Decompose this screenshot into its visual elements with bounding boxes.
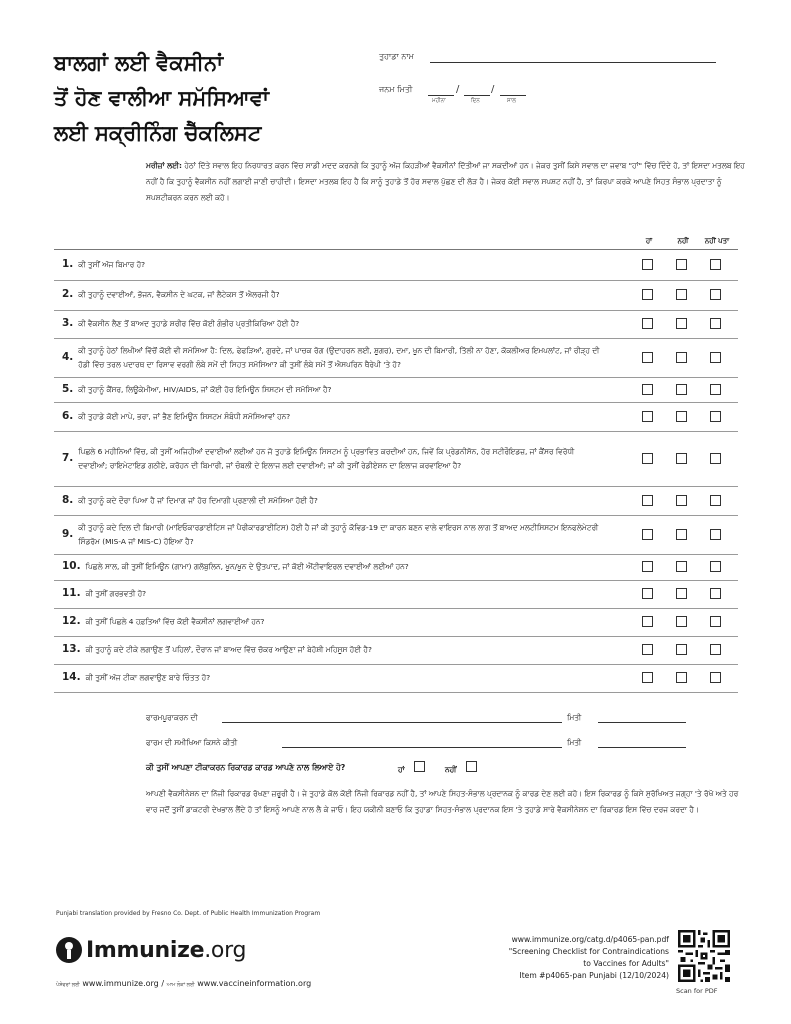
record-card-question: ਕੀ ਤੁਸੀਂ ਆਪਣਾ ਟੀਕਾਕਰਨ ਰਿਕਾਰਡ ਕਾਰਡ ਆਪਣੇ ਨਾਲ ਲਿਆਏ ਹੋ? (146, 763, 346, 772)
qr-caption: Scan for PDF (676, 987, 718, 995)
public-caption: ਆਮ ਲੋਕਾਂ ਲਈ (166, 982, 195, 988)
question-text: ਕੀ ਤੁਹਾਨੂੰ ਹੇਠਾਂ ਲਿਖੀਆਂ ਵਿੱਚੋਂ ਕੋਈ ਵੀ ਸਮੱਸਿਆ ਹੈ: ਦਿਲ, ਫੇਫੜਿਆਂ, ਗੁਰਦੇ, ਜਾਂ ਪਾਚਕ ਰੋਗ (ਉਦਾਹਰਨ ਲਈ, ਸ਼ੂਗਰ), ਦਮਾ, ਖੂਨ ਦੀ ਬਿਮਾਰੀ, ਤਿੱਲੀ ਨਾ ਹੋਣਾ, ਕੋਕਲੀਅਰ ਇਮਪਲਾਂਟ, ਜਾਂ ਰੀੜ੍ਹ ਦੀ ਹੱਡੀ ਵਿੱਚ ਤਰਲ ਪਦਾਰਥ ਦਾ ਰਿਸਾਵ ਵਰਗੀ ਲੰਬੇ ਸਮੇਂ ਦੀ ਸਿਹਤ ਸਮੱਸਿਆ? ਕੀ ਤੁਸੀਂ ਲੰਬੇ ਸਮੇਂ ਤੋਂ ਐਸਪਰਿਨ ਥੈਰੇਪੀ 'ਤੇ ਹੋ? (78, 346, 600, 369)
checkbox-q7-yes[interactable] (642, 453, 653, 464)
checkbox-q10-unknown[interactable] (710, 561, 721, 572)
question-text: ਕੀ ਤੁਹਾਨੂੰ ਕਦੇ ਦੌਰਾ ਪਿਆ ਹੈ ਜਾਂ ਦਿਮਾਗ ਜਾਂ ਹੋਰ ਦਿਮਾਗੀ ਪ੍ਰਣਾਲੀ ਦੀ ਸਮੱਸਿਆ ਹੋਈ ਹੈ? (78, 495, 318, 505)
record-card-no-checkbox[interactable] (466, 761, 477, 772)
immunize-link[interactable]: www.immunize.org (82, 979, 159, 988)
question-text: ਕੀ ਤੁਹਾਨੂੰ ਕਦੇ ਟੀਕੇ ਲਗਾਉਣ ਤੋਂ ਪਹਿਲਾਂ, ਦੌਰਾਨ ਜਾਂ ਬਾਅਦ ਵਿੱਚ ਚੱਕਰ ਆਉਣਾ ਜਾਂ ਬੇਹੋਸ਼ੀ ਮਹਿਸੂਸ ਹੋਈ ਹੈ? (85, 645, 372, 655)
question-text-container (62, 250, 602, 280)
column-yes: ਹਾਂ (645, 237, 653, 245)
question-row-14 (54, 664, 738, 693)
checkbox-q9-yes[interactable] (642, 529, 653, 540)
question-text-container (62, 338, 602, 377)
checkbox-q12-unknown[interactable] (710, 616, 721, 627)
checkbox-q11-yes[interactable] (642, 588, 653, 599)
checkbox-q3-unknown[interactable] (710, 318, 721, 329)
question-number: 13. (62, 643, 81, 656)
checkbox-q2-no[interactable] (676, 289, 687, 300)
checkbox-q13-no[interactable] (676, 644, 687, 655)
question-text: ਪਿਛਲੇ ਸਾਲ, ਕੀ ਤੁਸੀਂ ਇਮਿਊਨ (ਗਾਮਾ) ਗਲੋਬੁਲਿਨ, ਖੂਨ/ਖੂਨ ਦੇ ਉਤਪਾਦ, ਜਾਂ ਕੋਈ ਐਂਟੀਵਾਇਰਲ ਦਵਾਈਆਂ ਲਈਆਂ ਹਨ? (85, 562, 409, 572)
footer-links (56, 979, 311, 988)
checkbox-q6-yes[interactable] (642, 411, 653, 422)
question-row-5 (54, 377, 738, 403)
record-card-no-label: ਨਹੀਂ (445, 765, 457, 774)
checkbox-q11-unknown[interactable] (710, 588, 721, 599)
question-number: 4. (62, 350, 74, 363)
name-field[interactable] (430, 62, 716, 63)
doc-title-line-2: to Vaccines for Adults" (583, 959, 669, 968)
dob-separator-1: / (456, 84, 460, 95)
checkbox-q11-no[interactable] (676, 588, 687, 599)
checkbox-q8-no[interactable] (676, 495, 687, 506)
day-caption: ਦਿਨ (471, 98, 480, 104)
question-text-container (62, 664, 602, 692)
question-text: ਕੀ ਤੁਸੀਂ ਅੱਜ ਟੀਕਾ ਲਗਵਾਉਣ ਬਾਰੇ ਚਿੰਤਤ ਹੋ? (85, 673, 211, 683)
question-number: 11. (62, 587, 81, 600)
completed-by-field[interactable] (222, 722, 562, 723)
checkbox-q4-no[interactable] (676, 352, 687, 363)
name-label: ਤੁਹਾਡਾ ਨਾਮ (379, 52, 414, 61)
checkbox-q9-no[interactable] (676, 529, 687, 540)
question-number: 10. (62, 560, 81, 573)
question-text-container (62, 608, 602, 636)
question-text: ਪਿਛਲੇ 6 ਮਹੀਨਿਆਂ ਵਿੱਚ, ਕੀ ਤੁਸੀਂ ਅਜਿਹੀਆਂ ਦਵਾਈਆਂ ਲਈਆਂ ਹਨ ਜੋ ਤੁਹਾਡੇ ਇਮਿਊਨ ਸਿਸਟਮ ਨੂੰ ਪ੍ਰਭਾਵਿਤ ਕਰਦੀਆਂ ਹਨ, ਜਿਵੇਂ ਕਿ ਪ੍ਰੇਡਨੀਸੋਨ, ਹੋਰ ਸਟੀਰੌਇਡਜ਼, ਜਾਂ ਕੈਂਸਰ ਵਿਰੋਧੀ ਦਵਾਈਆਂ; ਰਾਇਮੇਟਾਇਡ ਗਠੀਏ, ਕਰੋਹਨ ਦੀ ਬਿਮਾਰੀ, ਜਾਂ ਚੰਬਲੀ ਦੇ ਇਲਾਜ ਲਈ ਦਵਾਈਆਂ; ਜਾਂ ਕੀ ਤੁਸੀਂ ਰੇਡੀਏਸ਼ਨ ਦਾ ਇਲਾਜ ਕਰਵਾਇਆ ਹੈ? (78, 447, 575, 470)
question-text-container (62, 486, 602, 515)
reviewed-date-label: ਮਿਤੀ (567, 738, 582, 747)
question-row-7 (54, 431, 738, 487)
checkbox-q10-no[interactable] (676, 561, 687, 572)
dob-day-field[interactable] (464, 95, 490, 96)
question-number: 9. (62, 527, 74, 540)
checkbox-q14-no[interactable] (676, 672, 687, 683)
link-separator: / (161, 979, 165, 988)
checkbox-q9-unknown[interactable] (710, 529, 721, 540)
checkbox-q14-unknown[interactable] (710, 672, 721, 683)
reviewed-by-label: ਫਾਰਮ ਦੀ ਸਮੀਖਿਆ ਕਿਸਨੇ ਕੀਤੀ (146, 738, 238, 747)
question-text: ਕੀ ਵੈਕਸੀਨ ਲੈਣ ਤੋਂ ਬਾਅਦ ਤੁਹਾਡੇ ਸ਼ਰੀਰ ਵਿੱਚ ਕੋਈ ਗੰਭੀਰ ਪ੍ਰਤੀਕਿਰਿਆ ਹੋਈ ਹੈ? (78, 319, 300, 329)
question-text-container (62, 636, 602, 664)
column-no: ਨਹੀਂ (677, 237, 689, 245)
question-text: ਕੀ ਤੁਹਾਨੂੰ ਕੈਂਸਰ, ਲਿਊਕੇਮੀਆ, HIV/AIDS, ਜਾਂ ਕੋਈ ਹੋਰ ਇਮਿਊਨ ਸਿਸਟਮ ਦੀ ਸਮੱਸਿਆ ਹੈ? (78, 384, 332, 394)
checkbox-q13-yes[interactable] (642, 644, 653, 655)
question-text: ਕੀ ਤੁਸੀਂ ਅੱਜ ਬਿਮਾਰ ਹੋ? (78, 260, 146, 270)
question-text: ਕੀ ਤੁਸੀਂ ਪਿਛਲੇ 4 ਹਫ਼ਤਿਆਂ ਵਿੱਚ ਕੋਈ ਵੈਕਸੀਨਾਂ ਲਗਵਾਈਆਂ ਹਨ? (85, 617, 265, 627)
record-card-yes-checkbox[interactable] (414, 761, 425, 772)
question-row-2 (54, 280, 738, 311)
immunize-logo-icon (56, 937, 82, 963)
question-text-container (62, 310, 602, 338)
checkbox-q8-yes[interactable] (642, 495, 653, 506)
title-line-2: ਤੋਂ ਹੋਣ ਵਾਲੀਆ ਸਮੱਸਿਆਵਾਂ (54, 86, 269, 110)
question-text-container (62, 402, 602, 431)
checkbox-q6-no[interactable] (676, 411, 687, 422)
question-number: 6. (62, 409, 74, 422)
vaccineinformation-link[interactable]: www.vaccineinformation.org (197, 979, 312, 988)
reviewed-by-field[interactable] (282, 747, 562, 748)
immunize-logo (56, 937, 246, 963)
question-number: 8. (62, 493, 74, 506)
question-text-container (62, 515, 602, 554)
year-caption: ਸਾਲ (507, 98, 516, 104)
qr-code-icon[interactable] (678, 930, 730, 982)
checkbox-q13-unknown[interactable] (710, 644, 721, 655)
checkbox-q12-yes[interactable] (642, 616, 653, 627)
intro-text: ਹੇਠਾਂ ਦਿੱਤੇ ਸਵਾਲ ਇਹ ਨਿਰਧਾਰਤ ਕਰਨ ਵਿੱਚ ਸਾਡੀ ਮਦਦ ਕਰਨਗੇ ਕਿ ਤੁਹਾਨੂੰ ਅੱਜ ਕਿਹੜੀਆਂ ਵੈਕਸੀਨਾਂ ਦਿੱਤੀਆਂ ਜਾ ਸਕਦੀਆਂ ਹਨ। ਜੇਕਰ ਤੁਸੀਂ ਕਿਸੇ ਸਵਾਲ ਦਾ ਜਵਾਬ "ਹਾਂ" ਵਿੱਚ ਦਿੰਦੇ ਹੋ, ਤਾਂ ਇਸਦਾ ਮਤਲਬ ਇਹ ਨਹੀਂ ਹੈ ਕਿ ਤੁਹਾਨੂੰ ਵੈਕਸੀਨ ਨਹੀਂ ਲਗਾਈ ਜਾਣੀ ਚਾਹੀਦੀ। ਇਸਦਾ ਮਤਲਬ ਇਹ ਹੈ ਕਿ ਸਾਨੂੰ ਤੁਹਾਡੇ ਤੋਂ ਹੋਰ ਸਵਾਲ ਪੁੱਛਣ ਦੀ ਲੋੜ ਹੈ। ਜੇਕਰ ਕੋਈ ਸਵਾਲ ਸਪਸ਼ਟ ਨਹੀਂ ਹੈ, ਤਾਂ ਕਿਰਪਾ ਕਰਕੇ ਆਪਣੇ ਸਿਹਤ ਸੰਭਾਲ ਪ੍ਰਦਾਤਾ ਨੂੰ ਸਪਸ਼ਟੀਕਰਨ ਕਰਨ ਲਈ ਕਹੋ। (146, 161, 745, 202)
intro-lead: ਮਰੀਜ਼ਾਂ ਲਈ: (146, 161, 182, 170)
question-row-13 (54, 636, 738, 665)
checkbox-q2-yes[interactable] (642, 289, 653, 300)
record-keeping-paragraph: ਆਪਣੀ ਵੈਕਸੀਨੇਸ਼ਨ ਦਾ ਨਿੱਜੀ ਰਿਕਾਰਡ ਰੱਖਣਾ ਜ਼ਰੂਰੀ ਹੈ। ਜੇ ਤੁਹਾਡੇ ਕੋਲ ਕੋਈ ਨਿੱਜੀ ਰਿਕਾਰਡ ਨਹੀਂ ਹੈ, ਤਾਂ ਆਪਣੇ ਸਿਹਤ-ਸੰਭਾਲ ਪ੍ਰਦਾਨਕ ਨੂੰ ਕਾਰਡ ਦੇਣ ਲਈ ਕਹੋ। ਇਸ ਰਿਕਾਰਡ ਨੂੰ ਕਿਸੇ ਸੁਰੱਖਿਅਤ ਜਗ੍ਹਾ 'ਤੇ ਰੱਖੋ ਅਤੇ ਹਰ ਵਾਰ ਜਦੋਂ ਤੁਸੀਂ ਡਾਕਟਰੀ ਦੇਖਭਾਲ ਲੈਂਦੇ ਹੋ ਤਾਂ ਇਸਨੂੰ ਆਪਣੇ ਨਾਲ ਲੈ ਕੇ ਜਾਓ। ਇਹ ਯਕੀਨੀ ਬਣਾਓ ਕਿ ਤੁਹਾਡਾ ਸਿਹਤ-ਸੰਭਾਲ ਪ੍ਰਦਾਨਕ ਇਸ 'ਤੇ ਤੁਹਾਡੇ ਸਾਰੇ ਵੈਕਸੀਨੇਸ਼ਨ ਦਾ ਰਿਕਾਰਡ ਇਸ ਵਿੱਚ ਦਰਜ ਕਰਦਾ ਹੈ। (146, 789, 739, 814)
question-row-8 (54, 486, 738, 516)
dob-year-field[interactable] (500, 95, 526, 96)
title-line-3: ਲਈ ਸਕ੍ਰੀਨਿੰਗ ਚੈੱਕਲਿਸਟ (54, 121, 262, 145)
checkbox-q5-unknown[interactable] (710, 384, 721, 395)
dob-month-field[interactable] (428, 95, 454, 96)
doc-title-line-1: "Screening Checklist for Contraindications (508, 947, 669, 956)
checkbox-q4-unknown[interactable] (710, 352, 721, 363)
question-text: ਕੀ ਤੁਸੀਂ ਗਰਭਵਤੀ ਹੋ? (85, 589, 147, 599)
checkbox-q2-unknown[interactable] (710, 289, 721, 300)
question-row-3 (54, 310, 738, 339)
question-text-container (62, 431, 602, 486)
logo-main: Immunize (86, 937, 205, 963)
checkbox-q7-no[interactable] (676, 453, 687, 464)
question-number: 2. (62, 288, 74, 301)
item-info (509, 934, 669, 982)
title-line-1: ਬਾਲਗਾਂ ਲਈ ਵੈਕਸੀਨਾਂ (54, 51, 224, 75)
question-row-10 (54, 554, 738, 581)
professionals-caption: ਪੇਸ਼ੇਵਰਾਂ ਲਈ (56, 982, 80, 988)
question-number: 12. (62, 615, 81, 628)
record-card-yes-label: ਹਾਂ (398, 765, 405, 774)
checkbox-q6-unknown[interactable] (710, 411, 721, 422)
completed-date-field[interactable] (598, 722, 686, 723)
question-row-9 (54, 515, 738, 555)
question-row-6 (54, 402, 738, 432)
reviewed-date-field[interactable] (598, 747, 686, 748)
question-row-12 (54, 608, 738, 637)
checkbox-q8-unknown[interactable] (710, 495, 721, 506)
checkbox-q7-unknown[interactable] (710, 453, 721, 464)
checkbox-q3-no[interactable] (676, 318, 687, 329)
question-text-container (62, 377, 602, 402)
checkbox-q12-no[interactable] (676, 616, 687, 627)
checkbox-q10-yes[interactable] (642, 561, 653, 572)
checkbox-q5-no[interactable] (676, 384, 687, 395)
checkbox-q1-yes[interactable] (642, 259, 653, 270)
pdf-url[interactable]: www.immunize.org/catg.d/p4065-pan.pdf (511, 935, 669, 944)
question-row-1 (54, 250, 738, 281)
logo-suffix: .org (204, 937, 247, 963)
checkbox-q1-no[interactable] (676, 259, 687, 270)
question-text-container (62, 554, 602, 580)
checkbox-q4-yes[interactable] (642, 352, 653, 363)
column-unknown: ਨਹੀਂ ਪਤਾ (704, 237, 730, 245)
question-number: 3. (62, 317, 74, 330)
question-number: 1. (62, 258, 74, 271)
checkbox-q14-yes[interactable] (642, 672, 653, 683)
question-text-container (62, 280, 602, 310)
question-text-container (62, 580, 602, 608)
question-number: 14. (62, 671, 81, 684)
completed-by-label: ਫਾਰਮਪੂਰਾਕਰਨ ਦੀ (146, 713, 198, 722)
question-row-11 (54, 580, 738, 609)
question-text: ਕੀ ਤੁਹਾਨੂੰ ਕਦੇ ਦਿਲ ਦੀ ਬਿਮਾਰੀ (ਮਾਇਓਕਾਰਡਾਈਟਿਸ ਜਾਂ ਪੈਰੀਕਾਰਡਾਈਟਿਸ) ਹੋਈ ਹੈ ਜਾਂ ਕੀ ਤੁਹਾਨੂੰ ਕੋਵਿਡ-19 ਦਾ ਕਾਰਨ ਬਣਨ ਵਾਲੇ ਵਾਇਰਸ ਨਾਲ ਲਾਗ ਤੋਂ ਬਾਅਦ ਮਲਟੀਸਿਸਟਮ ਇਨਫਲੇਮੇਟਰੀ ਸਿੰਡਰੋਮ (MIS-A ਜਾਂ MIS-C) ਹੋਇਆ ਹੈ? (78, 523, 599, 546)
dob-label: ਜਨਮ ਮਿਤੀ (379, 85, 413, 94)
checkbox-q5-yes[interactable] (642, 384, 653, 395)
intro-paragraph (146, 158, 746, 206)
checkbox-q3-yes[interactable] (642, 318, 653, 329)
question-number: 7. (62, 451, 74, 464)
question-number: 5. (62, 382, 74, 395)
question-text: ਕੀ ਤੁਹਾਨੂੰ ਦਵਾਈਆਂ, ਭੋਜਨ, ਵੈਕਸੀਨ ਦੇ ਘਟਕ, ਜਾਂ ਲੈਟੇਕਸ ਤੋਂ ਐਲਰਜੀ ਹੈ? (78, 290, 280, 300)
logo-text (86, 938, 246, 963)
dob-separator-2: / (491, 84, 495, 95)
item-number: Item #p4065-pan Punjabi (12/10/2024) (519, 971, 669, 980)
question-text: ਕੀ ਤੁਹਾਡੇ ਕੋਈ ਮਾਪੇ, ਭਰਾ, ਜਾਂ ਭੈਣ ਇਮਿਊਨ ਸਿਸਟਮ ਸੰਬੰਧੀ ਸਮੱਸਿਆਵਾਂ ਹਨ? (78, 411, 291, 421)
question-row-4 (54, 338, 738, 378)
checkbox-q1-unknown[interactable] (710, 259, 721, 270)
completed-date-label: ਮਿਤੀ (567, 713, 582, 722)
translation-credit: Punjabi translation provided by Fresno Co. Dept. of Public Health Immunization Program (56, 910, 321, 917)
month-caption: ਮਹੀਨਾ (432, 98, 446, 104)
page-title (54, 46, 354, 151)
